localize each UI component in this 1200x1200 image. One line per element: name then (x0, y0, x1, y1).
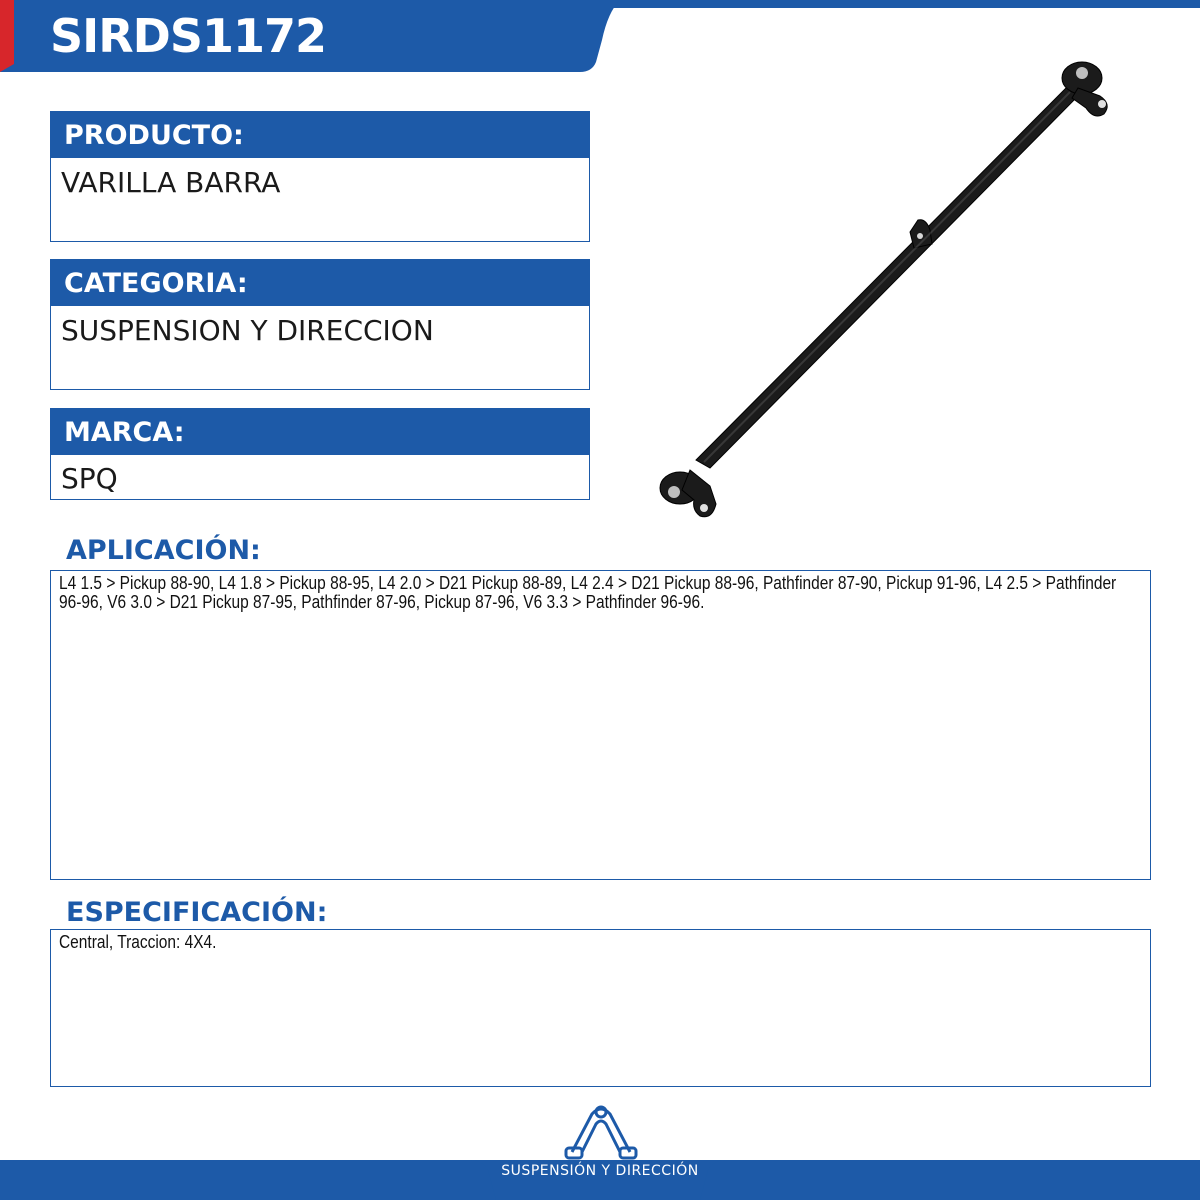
producto-box (50, 111, 590, 242)
categoria-box (50, 259, 590, 390)
producto-value: VARILLA BARRA (61, 166, 281, 199)
categoria-label: CATEGORIA: (51, 260, 589, 306)
especificacion-title: ESPECIFICACIÓN: (66, 897, 328, 928)
aplicacion-title: APLICACIÓN: (66, 535, 261, 566)
marca-value: SPQ (61, 462, 118, 495)
especificacion-text: Central, Traccion: 4X4. (59, 932, 217, 952)
footer-category-label: SUSPENSIÓN Y DIRECCIÓN (501, 1163, 699, 1179)
marca-box (50, 408, 590, 500)
marca-label: MARCA: (51, 409, 589, 455)
aplicacion-text: L4 1.5 > Pickup 88-90, L4 1.8 > Pickup 88-95, L4 2.0 > D21 Pickup 88-89, L4 2.4 > D21 Pickup 88-96, Pathfinder 87-90, Pickup 91-96, L4 2.5 > Pathfinder 96-96, V6 3.0 > D21 Pickup 87-95, Pathfinder 87-96, Pickup 87-96, V6 3.3 > Pathfinder 96-96. (59, 573, 1117, 612)
product-sku: SIRDS1172 (50, 9, 327, 63)
control-arm-icon (562, 1100, 640, 1162)
aplicacion-box (50, 570, 1151, 880)
producto-label: PRODUCTO: (51, 112, 589, 158)
tie-rod-image (640, 50, 1120, 530)
especificacion-box (50, 929, 1151, 1087)
categoria-value: SUSPENSION Y DIRECCION (61, 314, 434, 347)
